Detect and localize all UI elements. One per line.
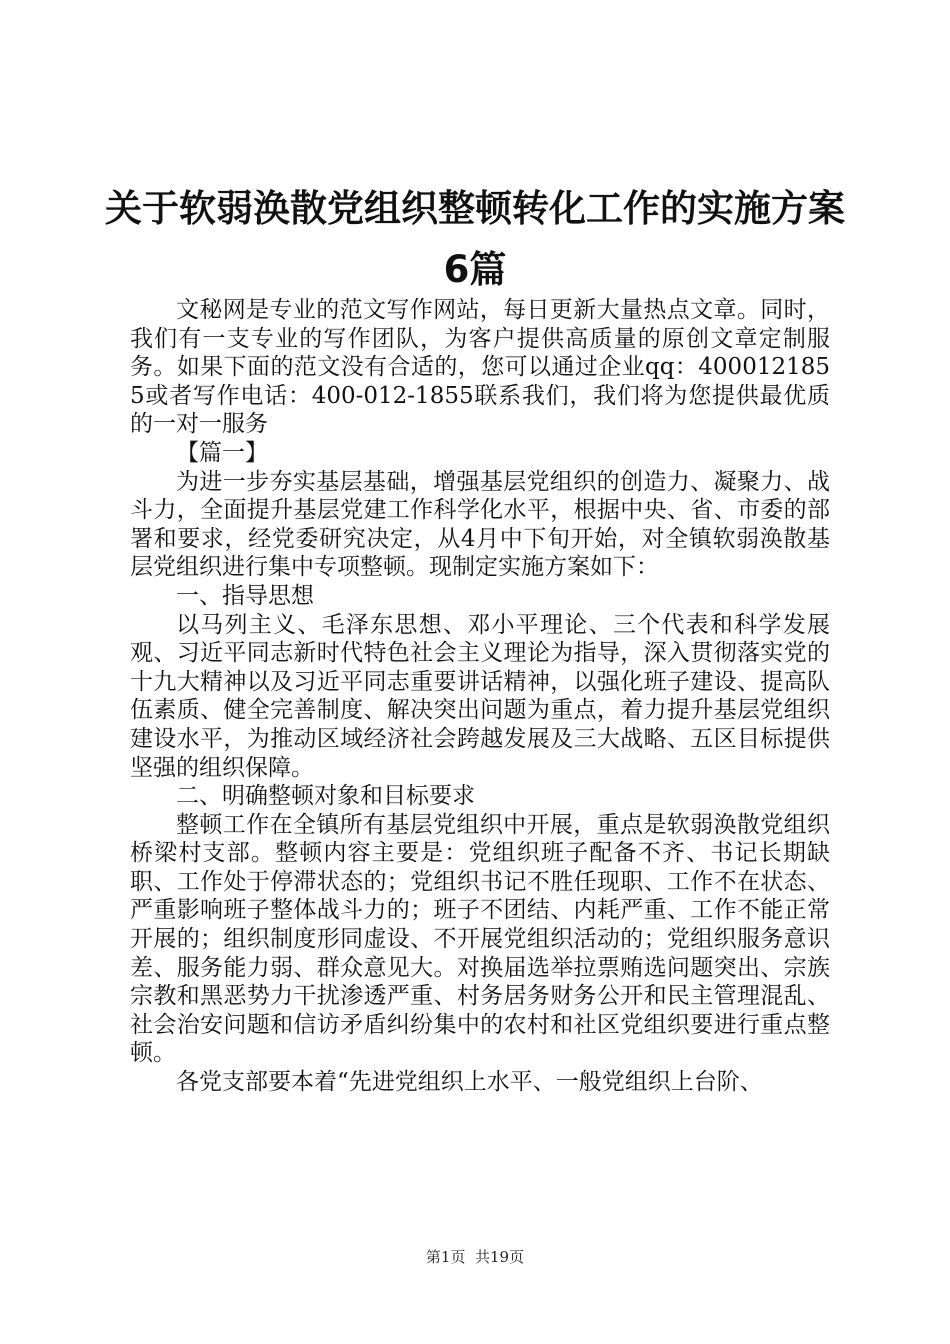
section-heading: 二、明确整顿对象和目标要求 — [176, 783, 475, 810]
document-title-continued: 6篇 — [443, 248, 507, 291]
section-heading: 一、指导思想 — [176, 582, 314, 609]
body-paragraph: 整顿工作在全镇所有基层党组织中开展，重点是软弱涣散党组织桥梁村支部。整顿内容主要是：党组织班子配备不齐、书记长期缺职、工作处于停滞状态的；党组织书记不胜任现职、工作不在状态、严重影响班子整体战斗力的；班子不团结、内耗严重、工作不能正常开展的；组织制度形同虚设、不开展党组织活动的；党组织服务意识差、服务能力弱、群众意见大。对换届选举拉票贿选问题突出、宗族宗教和黑恶势力干扰渗透严重、村务居务财务公开和民主管理混乱、社会治安问题和信访矛盾纠纷集中的农村和社区党组织要进行重点整顿。 — [130, 811, 830, 1067]
intro-paragraph: 文秘网是专业的范文写作网站，每日更新大量热点文章。同时，我们有一支专业的写作团队，为客户提供高质量的原创文章定制服务。如果下面的范文没有合适的，您可以通过企业qq：4000121855或者写作电话：400-012-1855联系我们，我们将为您提供最优质的一对一服务 — [130, 297, 830, 438]
document-body — [130, 296, 830, 1097]
body-paragraph: 各党支部要本着“先进党组织上水平、一般党组织上台阶、 — [176, 1069, 763, 1096]
body-paragraph: 为进一步夯实基层基础，增强基层党组织的创造力、凝聚力、战斗力，全面提升基层党建工作科学化水平，根据中央、省、市委的部署和要求，经党委研究决定，从4月中下旬开始，对全镇软弱涣散基层党组织进行集中专项整顿。现制定实施方案如下： — [130, 468, 830, 581]
page-number-footer: 第1页 共19页 — [425, 1248, 525, 1266]
section-marker: 【篇一】 — [176, 439, 268, 466]
body-paragraph: 以马列主义、毛泽东思想、邓小平理论、三个代表和科学发展观、习近平同志新时代特色社会主义理论为指导，深入贯彻落实党的十九大精神以及习近平同志重要讲话精神，以强化班子建设、提高队伍素质、健全完善制度、解决突出问题为重点，着力提升基层党组织建设水平，为推动区域经济社会跨越发展及三大战略、五区目标提供坚强的组织保障。 — [130, 611, 830, 781]
document-title: 关于软弱涣散党组织整顿转化工作的实施方案 — [105, 187, 845, 230]
